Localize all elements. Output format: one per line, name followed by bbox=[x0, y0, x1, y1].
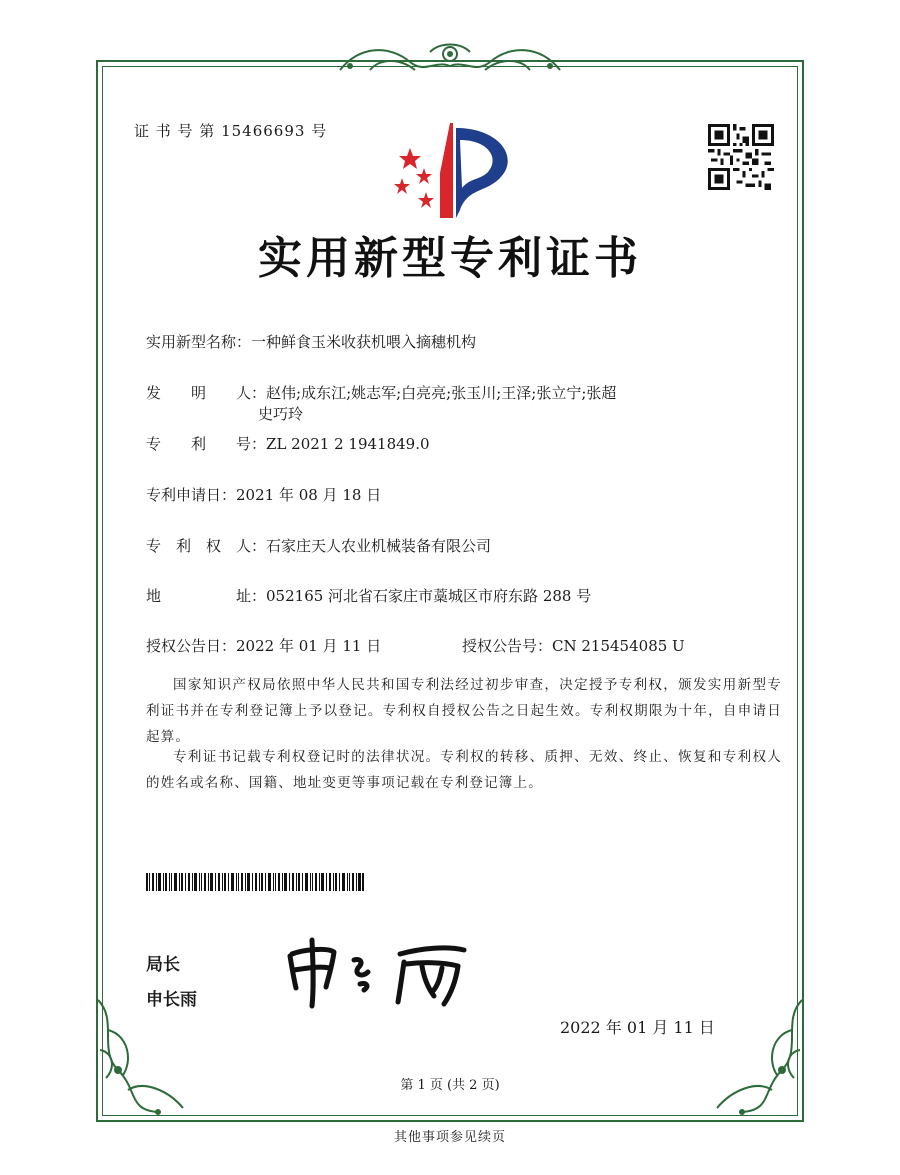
qr-code-icon bbox=[708, 124, 774, 190]
certificate-number: 证 书 号 第 15466693 号 bbox=[134, 122, 328, 140]
patent-number-value: ZL 2021 2 1941849.0 bbox=[266, 435, 430, 453]
patent-number-label: 专 利 号： bbox=[146, 435, 267, 453]
filing-date-row bbox=[146, 484, 381, 505]
signatory-name: 申长雨 bbox=[146, 990, 197, 1010]
legal-status-paragraph: 专利证书记载专利权登记时的法律状况。专利权的转移、质押、无效、终止、恢复和专利权人的姓名或名称、国籍、地址变更等事项记载在专利登记簿上。 bbox=[146, 749, 782, 791]
name-value: 一种鲜食玉米收获机喂入摘穗机构 bbox=[251, 333, 477, 351]
signatory-title: 局长 bbox=[146, 955, 180, 975]
inventors-label: 发 明 人： bbox=[146, 384, 267, 402]
signature-icon bbox=[282, 932, 472, 1012]
grant-number-label: 授权公告号： bbox=[462, 637, 553, 655]
grant-number-value: CN 215454085 U bbox=[552, 637, 685, 655]
patent-office-logo-icon bbox=[390, 118, 520, 223]
grant-number-row bbox=[462, 635, 685, 656]
patent-number-row bbox=[146, 433, 430, 454]
address-label: 地 址： bbox=[146, 587, 267, 605]
filing-date-value: 2021 年 08 月 18 日 bbox=[236, 486, 382, 504]
grant-date-row bbox=[146, 635, 381, 656]
barcode-icon bbox=[146, 873, 364, 891]
address-value: 052165 河北省石家庄市藁城区市府东路 288 号 bbox=[266, 587, 592, 605]
patentee-label: 专 利 权 人： bbox=[146, 537, 267, 555]
inventors-value: 赵伟;成东江;姚志军;白亮亮;张玉川;王泽;张立宁;张超 bbox=[266, 384, 617, 402]
certificate-title: 实用新型专利证书 bbox=[258, 233, 642, 284]
page-indicator: 第 1 页 (共 2 页) bbox=[400, 1078, 500, 1093]
filing-date-label: 专利申请日： bbox=[146, 486, 237, 504]
patentee-value: 石家庄天人农业机械装备有限公司 bbox=[266, 537, 492, 555]
utility-model-name-row bbox=[146, 331, 476, 352]
name-label: 实用新型名称： bbox=[146, 333, 252, 351]
ornament-bottom-right-icon bbox=[702, 990, 812, 1120]
grant-date-label: 授权公告日： bbox=[146, 637, 237, 655]
issue-date: 2022 年 01 月 11 日 bbox=[560, 1018, 715, 1037]
address-row bbox=[146, 585, 591, 606]
inventors-row bbox=[146, 382, 616, 403]
grant-statement-paragraph: 国家知识产权局依照中华人民共和国专利法经过初步审查，决定授予专利权，颁发实用新型专利证书并在专利登记簿上予以登记。专利权自授权公告之日起生效。专利权期限为十年，自申请日起算。 bbox=[146, 677, 782, 745]
inventors-value-line2: 史巧玲 bbox=[258, 405, 304, 423]
patentee-row bbox=[146, 535, 491, 556]
footer-note: 其他事项参见续页 bbox=[393, 1130, 506, 1145]
grant-date-value: 2022 年 01 月 11 日 bbox=[236, 637, 382, 655]
ornament-top-icon bbox=[330, 40, 570, 86]
